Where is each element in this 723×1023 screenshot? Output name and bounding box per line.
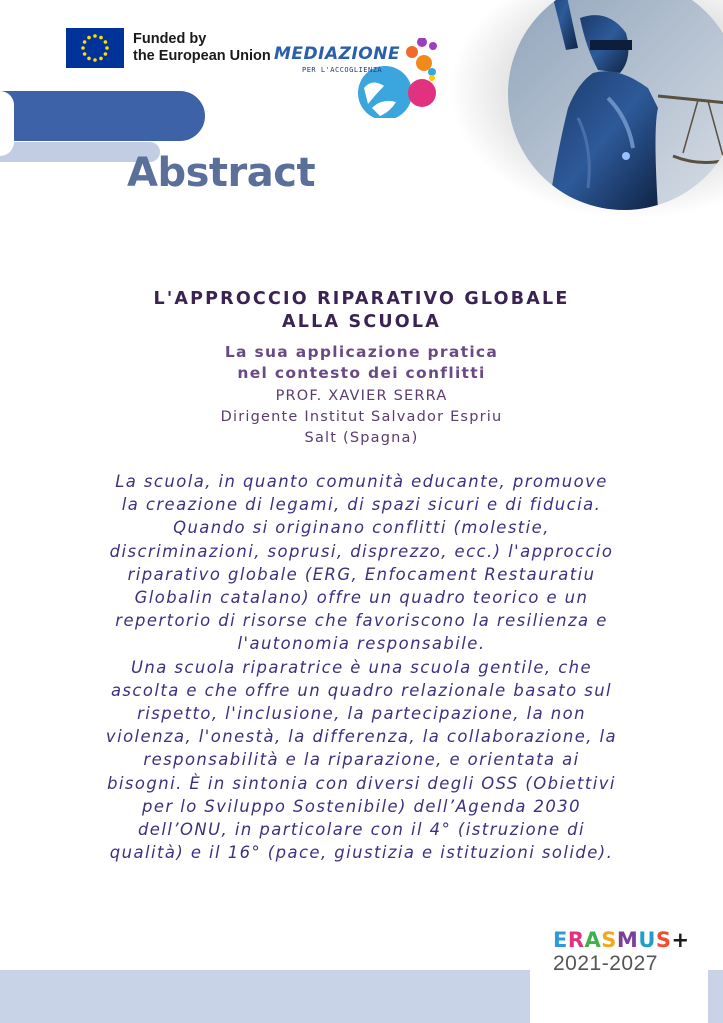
eu-text-line-1: Funded by [133, 31, 207, 47]
article-subheading [0, 342, 723, 384]
body-line: Una scuola riparatrice è una scuola gentile, che [130, 657, 593, 677]
erasmus-letter: E [553, 928, 568, 952]
erasmus-letter: U [638, 928, 656, 952]
body-line: dell’ONU, in particolare con il 4° (istruzione di [137, 820, 586, 840]
author-location: Salt (Spagna) [304, 430, 419, 446]
erasmus-letter: S [601, 928, 617, 952]
author-name: PROF. XAVIER SERRA [275, 388, 448, 404]
decorative-bar-dark [0, 91, 205, 141]
erasmus-letter: M [616, 928, 639, 952]
author-role: Dirigente Institut Salvador Espriu [220, 409, 503, 425]
body-line: responsabilità e la riparazione, e orientata ai [143, 750, 580, 770]
subheading-line-2: nel contesto dei conflitti [237, 364, 486, 382]
body-line: discriminazioni, soprusi, disprezzo, ecc.) l'approccio [109, 541, 614, 561]
erasmus-logo [553, 928, 690, 952]
eu-text-line-2: the European Union [133, 48, 271, 64]
mediazione-title: MEDIAZIONE [274, 44, 401, 64]
body-line: riparativo globale (ERG, Enfocament Restauratiu [127, 564, 596, 584]
abstract-body [50, 470, 673, 864]
erasmus-letter: R [567, 928, 585, 952]
footer-bar [0, 970, 530, 1023]
body-line: qualità) e il 16° (pace, giustizia e istituzioni solide). [109, 843, 614, 863]
heading-line-1: L'APPROCCIO RIPARATIVO GLOBALE [153, 289, 570, 309]
body-line: Globalin catalano) offre un quadro teorico e un [134, 588, 589, 608]
erasmus-letter: A [584, 928, 602, 952]
body-line: repertorio di risorse che favoriscono la resilienza e [115, 611, 608, 631]
page-title: Abstract [127, 150, 316, 196]
erasmus-letter: + [671, 928, 690, 952]
body-line: per lo Sviluppo Sostenibile) dell’Agenda 2030 [141, 796, 582, 816]
subheading-line-1: La sua applicazione pratica [224, 343, 499, 361]
program-years: 2021-2027 [553, 952, 658, 975]
body-line: l'autonomia responsabile. [237, 634, 486, 654]
body-line: La scuola, in quanto comunità educante, promuove [115, 472, 608, 491]
body-line: la creazione di legami, di spazi sicuri e di fiducia. [121, 495, 602, 515]
footer-bar-right [708, 970, 723, 1023]
eu-funding-label [133, 31, 271, 65]
eu-flag-icon [66, 28, 124, 68]
decorative-notch [0, 91, 14, 156]
article-heading [0, 288, 723, 334]
erasmus-letter: S [655, 928, 672, 952]
body-line: violenza, l'onestà, la differenza, la collaborazione, la [105, 727, 618, 747]
heading-line-2: ALLA SCUOLA [282, 312, 441, 332]
author-block [0, 386, 723, 449]
body-line: bisogni. È in sintonia con diversi degli OSS (Obiettivi [107, 773, 616, 793]
mediazione-subtitle: PER L'ACCOGLIENZA [302, 66, 383, 74]
body-line: rispetto, l'inclusione, la partecipazione, la non [137, 704, 586, 724]
body-line: Quando si originano conflitti (molestie, [173, 518, 550, 538]
body-line: ascolta e che offre un quadro relazionale basato sul [110, 680, 613, 700]
